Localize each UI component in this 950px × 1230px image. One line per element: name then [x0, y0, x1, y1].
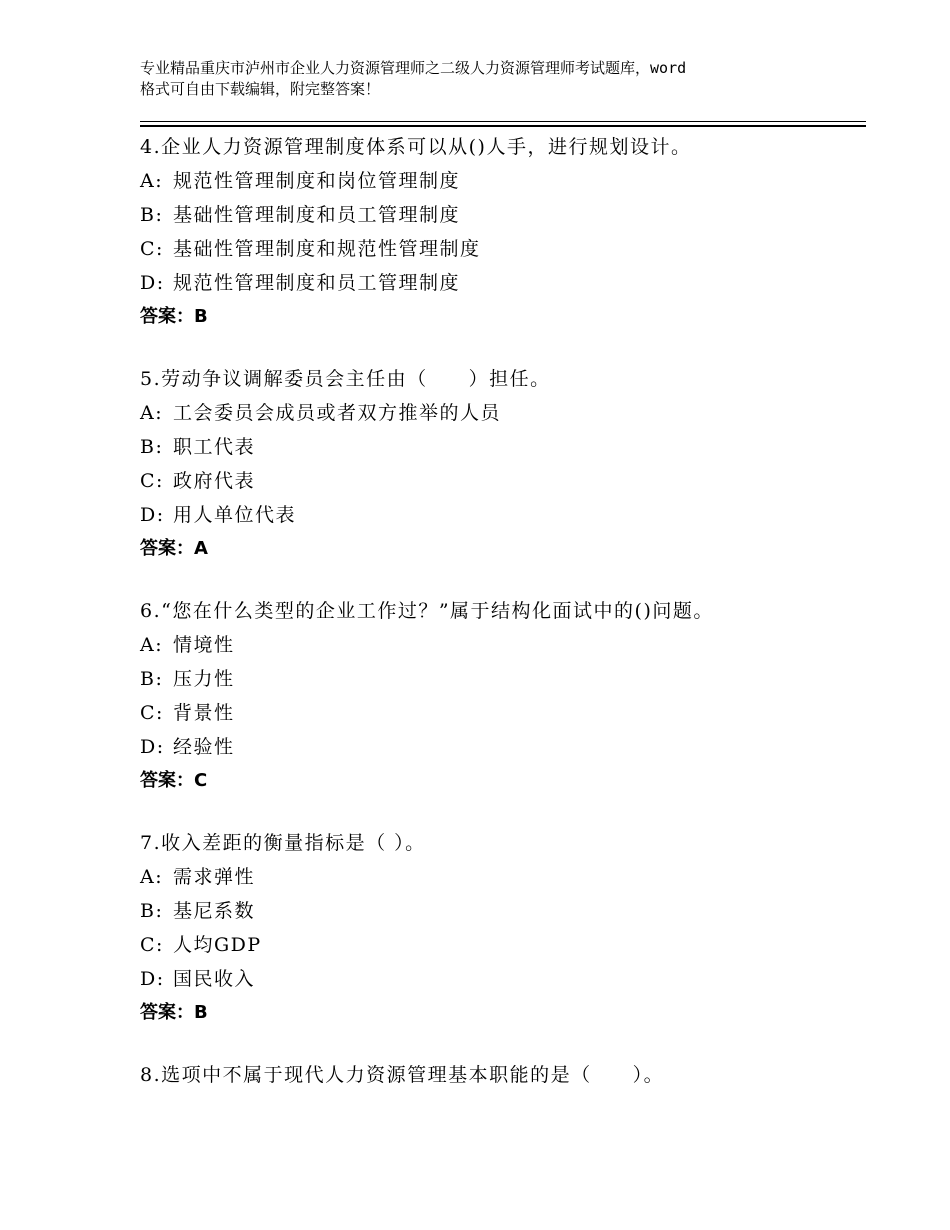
answer: 答案：A [140, 538, 208, 559]
option-text: 规范性管理制度和岗位管理制度 [173, 170, 461, 192]
option-text: 经验性 [173, 736, 235, 758]
option-text: 人均GDP [173, 934, 262, 956]
option-label: B: [140, 436, 164, 458]
option-text: 规范性管理制度和员工管理制度 [173, 272, 461, 294]
question-6 [140, 594, 866, 798]
option-label: D: [140, 504, 165, 526]
option-b [140, 430, 866, 464]
option-label: A: [140, 866, 164, 888]
question-4 [140, 130, 866, 334]
question-7 [140, 826, 866, 1030]
header-line-2: 格式可自由下载编辑，附完整答案！ [140, 80, 381, 98]
option-c [140, 464, 866, 498]
answer: 答案：B [140, 306, 208, 327]
option-c [140, 928, 866, 962]
option-label: C: [140, 470, 164, 492]
option-text: 需求弹性 [173, 866, 256, 888]
option-label: A: [140, 634, 164, 656]
option-b [140, 894, 866, 928]
option-a [140, 164, 866, 198]
option-b [140, 198, 866, 232]
option-a [140, 860, 866, 894]
answer: 答案：C [140, 770, 208, 791]
option-d [140, 266, 866, 300]
option-label: D: [140, 272, 165, 294]
option-text: 基础性管理制度和员工管理制度 [173, 204, 461, 226]
question-list [140, 130, 866, 1120]
question-stem: 5.劳动争议调解委员会主任由（ ）担任。 [140, 368, 551, 390]
option-c [140, 696, 866, 730]
option-label: B: [140, 204, 164, 226]
option-label: B: [140, 900, 164, 922]
question-stem: 6.“您在什么类型的企业工作过？”属于结构化面试中的()问题。 [140, 600, 714, 622]
question-8 [140, 1058, 866, 1092]
option-d [140, 962, 866, 996]
document-header [140, 58, 840, 100]
option-a [140, 396, 866, 430]
option-label: D: [140, 736, 165, 758]
option-label: A: [140, 170, 164, 192]
option-text: 用人单位代表 [173, 504, 297, 526]
question-stem: 4.企业人力资源管理制度体系可以从()人手，进行规划设计。 [140, 136, 692, 158]
header-divider-thin [140, 121, 866, 122]
option-d [140, 498, 866, 532]
option-text: 压力性 [173, 668, 235, 690]
option-text: 背景性 [173, 702, 235, 724]
option-label: C: [140, 934, 164, 956]
option-label: D: [140, 968, 165, 990]
header-divider-thick [140, 125, 866, 127]
option-text: 工会委员会成员或者双方推举的人员 [173, 402, 502, 424]
option-text: 职工代表 [173, 436, 256, 458]
option-text: 国民收入 [173, 968, 256, 990]
question-stem: 8.选项中不属于现代人力资源管理基本职能的是（ ）。 [140, 1064, 665, 1086]
option-text: 政府代表 [173, 470, 256, 492]
option-d [140, 730, 866, 764]
answer: 答案：B [140, 1002, 208, 1023]
header-line-1: 专业精品重庆市泸州市企业人力资源管理师之二级人力资源管理师考试题库，word [140, 59, 687, 77]
option-a [140, 628, 866, 662]
option-label: A: [140, 402, 164, 424]
option-c [140, 232, 866, 266]
option-label: C: [140, 702, 164, 724]
option-text: 情境性 [173, 634, 235, 656]
question-5 [140, 362, 866, 566]
option-label: C: [140, 238, 164, 260]
option-b [140, 662, 866, 696]
option-text: 基尼系数 [173, 900, 256, 922]
question-stem: 7.收入差距的衡量指标是（ ）。 [140, 832, 426, 854]
option-text: 基础性管理制度和规范性管理制度 [173, 238, 481, 260]
option-label: B: [140, 668, 164, 690]
